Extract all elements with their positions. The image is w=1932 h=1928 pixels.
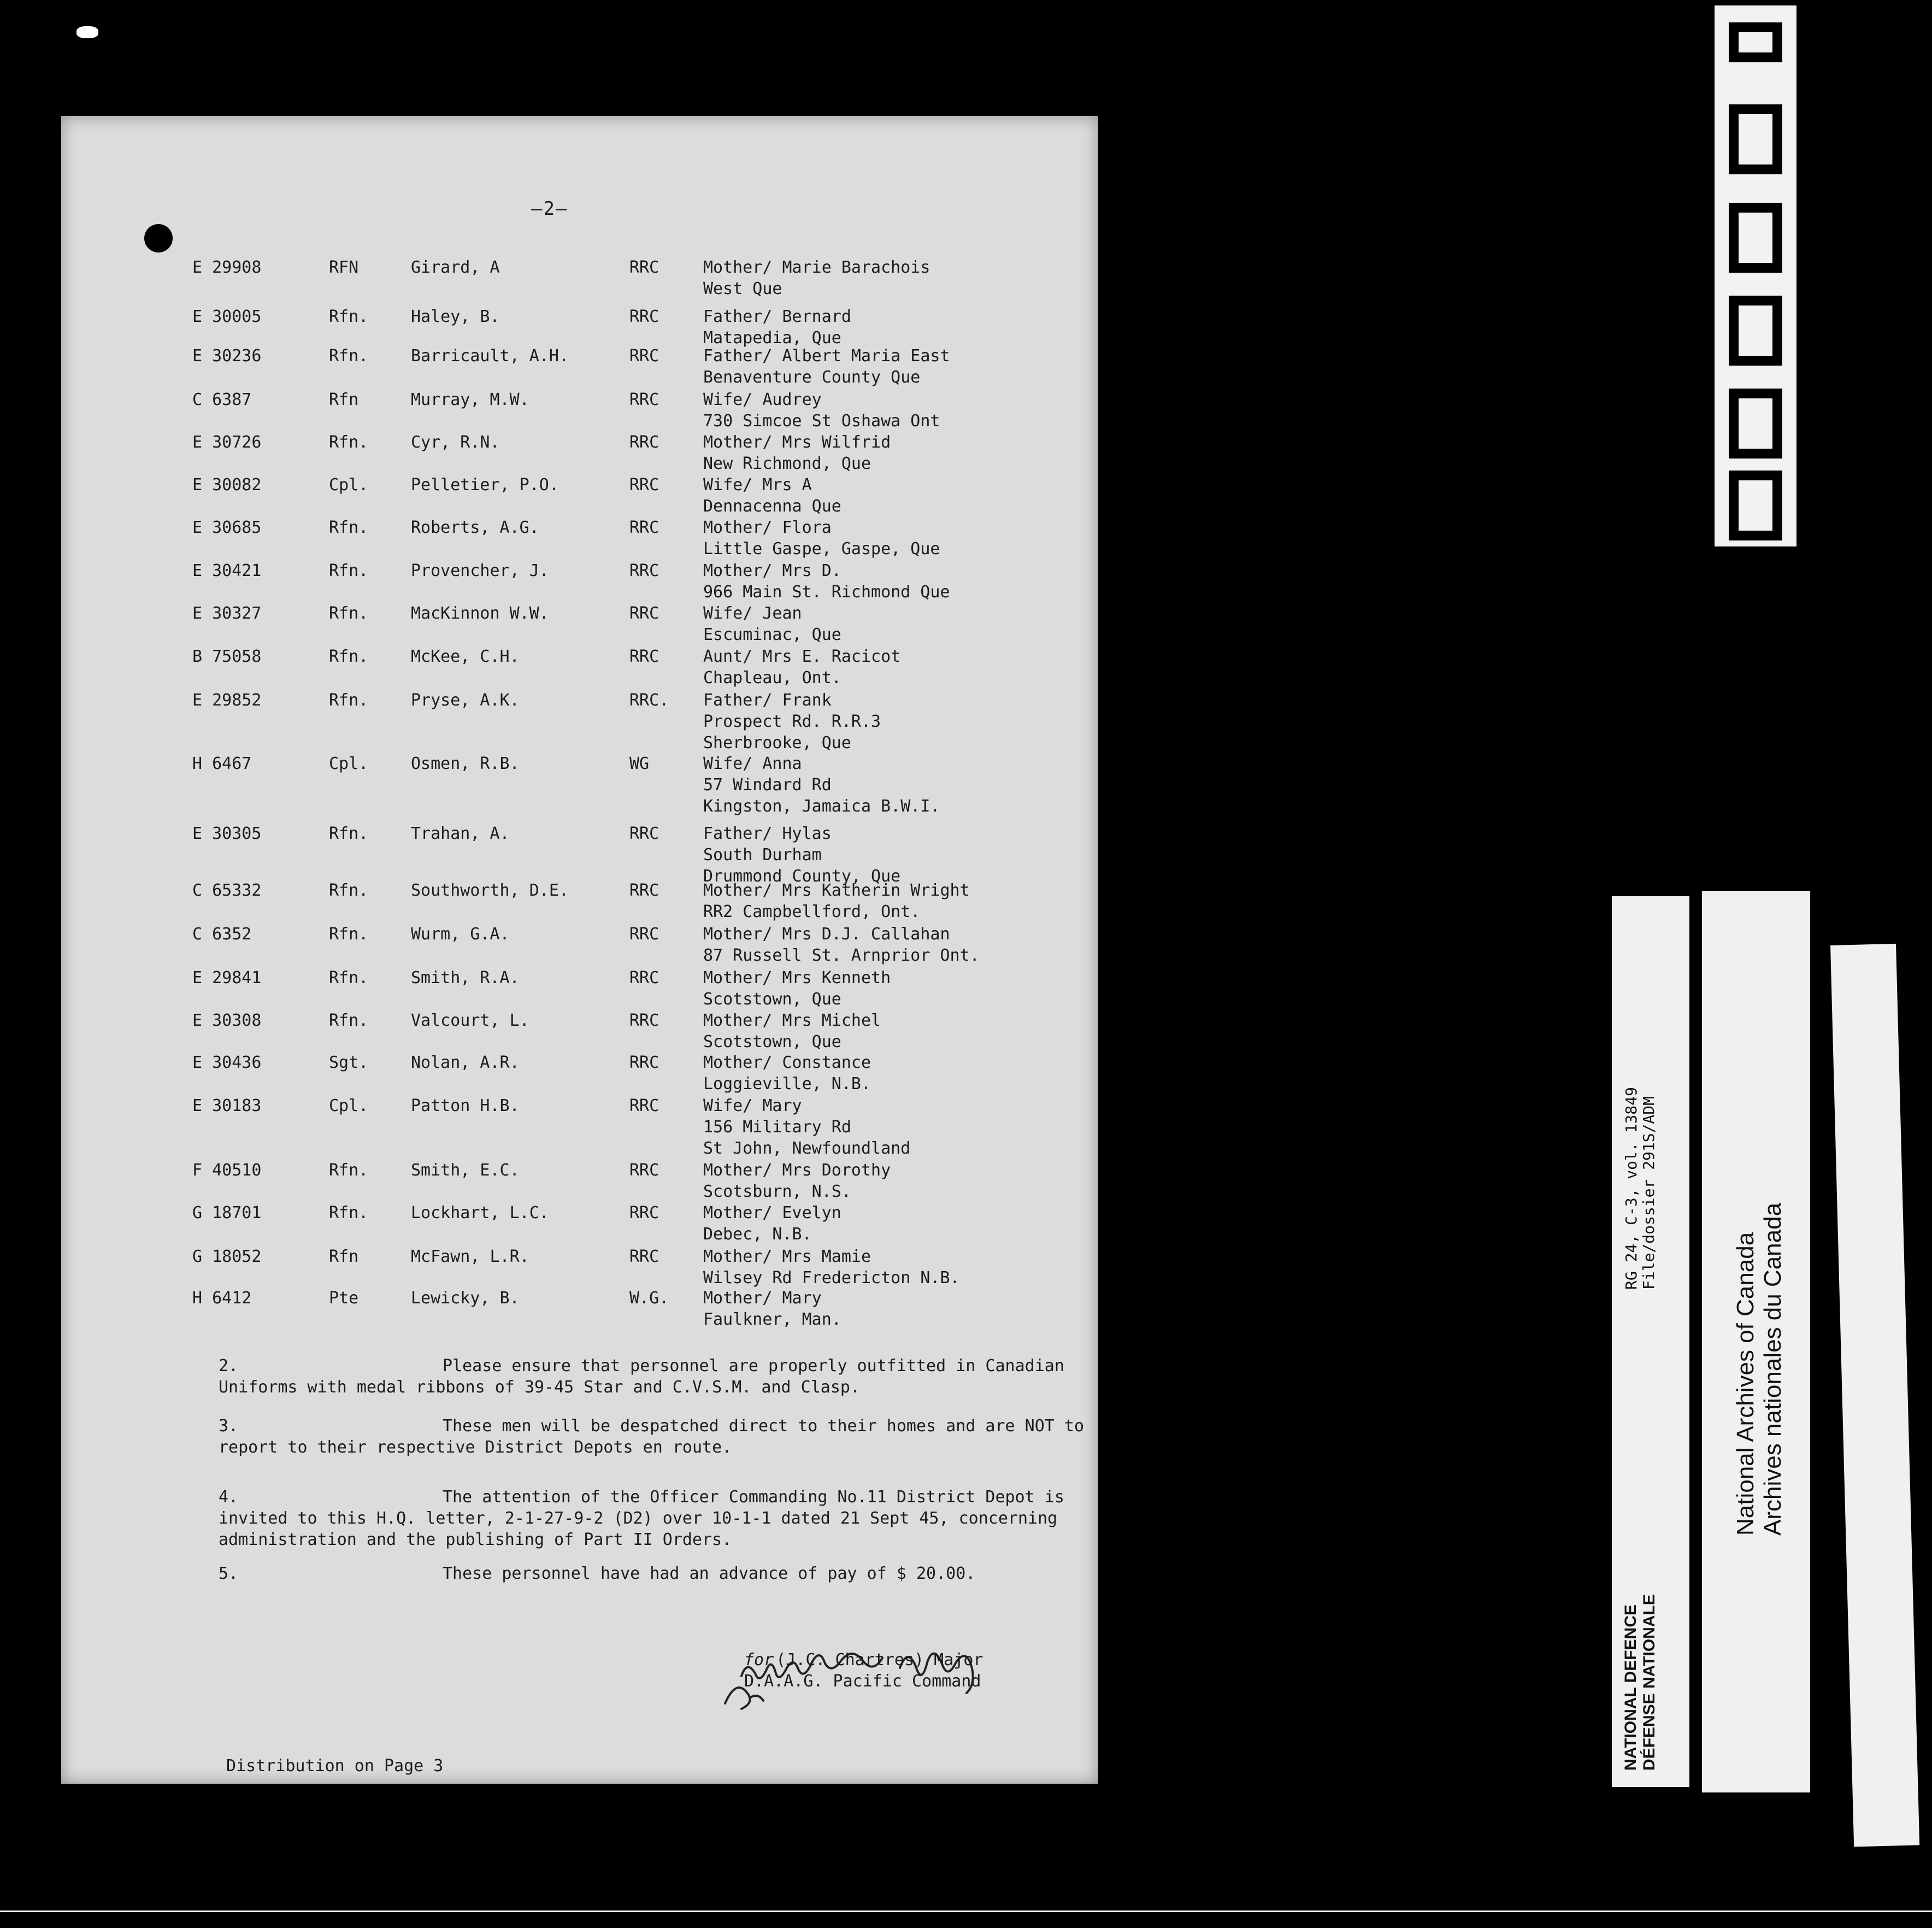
record-name: Roberts, A.G. — [411, 518, 539, 537]
record-number: E 30685 — [192, 518, 262, 537]
next-of-kin-line: Drummond County, Que — [703, 867, 901, 886]
record-name: Smith, R.A. — [411, 968, 520, 987]
department-fr: DÉFENSE NATIONALE — [1640, 1594, 1658, 1771]
next-of-kin-line: Father/ Bernard — [703, 307, 851, 326]
next-of-kin-line: Wife/ Anna — [703, 754, 802, 773]
record-next-of-kin — [703, 345, 950, 388]
record-rank: Rfn. — [329, 604, 369, 623]
record-name: Patton H.B. — [411, 1096, 520, 1115]
next-of-kin-line: Mother/ Mrs D.J. Callahan — [703, 925, 950, 944]
record-number: E 30005 — [192, 307, 262, 326]
next-of-kin-line: Father/ Hylas — [703, 824, 832, 843]
record-rank: Rfn. — [329, 433, 369, 452]
paragraph — [219, 1355, 1093, 1398]
paragraph-text: These personnel have had an advance of pay of $ 20.00. — [443, 1564, 976, 1583]
record-name: Lockhart, L.C. — [411, 1203, 549, 1222]
record-number: C 65332 — [192, 881, 262, 900]
paragraph-number: 4. — [219, 1488, 239, 1507]
next-of-kin-line: Mother/ Flora — [703, 518, 832, 537]
record-unit: RRC — [629, 604, 659, 623]
archives-en: National Archives of Canada — [1732, 1232, 1759, 1536]
frame-number-digits — [1715, 5, 1796, 546]
next-of-kin-line: Wife/ Audrey — [703, 390, 822, 409]
record-unit: RRC — [629, 1247, 659, 1266]
next-of-kin-line: Escuminac, Que — [703, 625, 841, 644]
record-name: Pelletier, P.O. — [411, 475, 559, 495]
next-of-kin-line: 57 Windard Rd — [703, 775, 832, 795]
next-of-kin-line: Mother/ Mrs Katherin Wright — [703, 881, 970, 900]
record-unit: RRC — [629, 307, 659, 326]
record-next-of-kin — [703, 753, 940, 817]
record-rank: Rfn. — [329, 968, 369, 987]
record-next-of-kin — [703, 924, 980, 966]
frame-number-strip — [1715, 5, 1796, 546]
record-name: Smith, E.C. — [411, 1161, 520, 1180]
record-next-of-kin — [703, 517, 940, 560]
next-of-kin-line: Mother/ Mrs Dorothy — [703, 1161, 891, 1180]
record-number: E 30305 — [192, 824, 262, 843]
record-number: E 29841 — [192, 968, 262, 987]
record-name: Nolan, A.R. — [411, 1053, 520, 1072]
record-unit: RRC — [629, 1053, 659, 1072]
record-rank: Rfn. — [329, 1161, 369, 1180]
record-next-of-kin — [703, 1010, 881, 1053]
paragraph-number: 3. — [219, 1416, 239, 1436]
next-of-kin-line: Faulkner, Man. — [703, 1310, 841, 1329]
record-rank: Pte — [329, 1289, 359, 1308]
record-unit: RRC — [629, 518, 659, 537]
record-next-of-kin — [703, 1160, 891, 1202]
record-next-of-kin — [703, 603, 841, 645]
record-unit: RRC — [629, 1011, 659, 1030]
next-of-kin-line: Wife/ Jean — [703, 604, 802, 623]
record-rank: Cpl. — [329, 475, 369, 495]
record-next-of-kin — [703, 823, 900, 887]
record-next-of-kin — [703, 389, 940, 432]
record-unit: WG — [629, 754, 650, 773]
paragraph-text: The attention of the Officer Commanding No.11 District Depot is invited to this H.Q. letter, 2-1-27-9-2 (D2) over 10-1-1 dated 21 Sept 45, concerning administration and the publishing of Part II Orders. — [219, 1488, 1074, 1549]
next-of-kin-line: Mother/ Mrs D. — [703, 561, 841, 580]
record-unit: RRC — [629, 968, 659, 987]
record-next-of-kin — [703, 474, 841, 517]
next-of-kin-line: Mother/ Mrs Mamie — [703, 1247, 871, 1266]
next-of-kin-line: St John, Newfoundland — [703, 1139, 911, 1158]
department-label — [1612, 896, 1689, 1787]
record-rank: Sgt. — [329, 1053, 369, 1072]
record-number: E 30421 — [192, 561, 262, 580]
record-unit: W.G. — [629, 1289, 669, 1308]
record-name: Cyr, R.N. — [411, 433, 500, 452]
film-speck — [76, 26, 98, 38]
record-unit: RRC — [629, 390, 659, 409]
next-of-kin-line: South Durham — [703, 845, 822, 865]
paragraph — [219, 1486, 1093, 1550]
record-next-of-kin — [703, 880, 970, 922]
archives-label — [1702, 891, 1810, 1792]
next-of-kin-line: Scotstown, Que — [703, 1032, 841, 1051]
record-next-of-kin — [703, 257, 930, 299]
record-next-of-kin — [703, 690, 881, 754]
next-of-kin-line: Matapedia, Que — [703, 328, 841, 348]
next-of-kin-line: Benaventure County Que — [703, 368, 921, 387]
record-name: MacKinnon W.W. — [411, 604, 549, 623]
next-of-kin-line: Mother/ Evelyn — [703, 1203, 841, 1222]
record-number: H 6412 — [192, 1289, 252, 1308]
record-number: E 29852 — [192, 691, 262, 710]
record-name: Osmen, R.B. — [411, 754, 520, 773]
distribution-note: Distribution on Page 3 — [226, 1756, 444, 1776]
next-of-kin-line: RR2 Campbellford, Ont. — [703, 902, 921, 921]
record-number: E 30183 — [192, 1096, 262, 1115]
record-number: E 30236 — [192, 346, 262, 366]
record-name: McKee, C.H. — [411, 647, 520, 666]
record-name: Southworth, D.E. — [411, 881, 569, 900]
document-page — [61, 116, 1098, 1784]
record-name: Wurm, G.A. — [411, 925, 510, 944]
record-unit: RRC — [629, 1203, 659, 1222]
record-rank: Rfn. — [329, 925, 369, 944]
next-of-kin-line: West Que — [703, 279, 782, 298]
record-next-of-kin — [703, 1288, 841, 1330]
record-next-of-kin — [703, 432, 891, 474]
record-next-of-kin — [703, 1246, 960, 1289]
record-number: C 6387 — [192, 390, 252, 409]
record-rank: Rfn — [329, 390, 359, 409]
archive-file: File/dossier 291S/ADM — [1640, 1096, 1658, 1290]
record-unit: RRC — [629, 433, 659, 452]
record-name: McFawn, L.R. — [411, 1247, 529, 1266]
record-unit: RRC — [629, 647, 659, 666]
next-of-kin-line: 156 Military Rd — [703, 1118, 851, 1137]
paragraph — [219, 1415, 1093, 1458]
next-of-kin-line: Scotstown, Que — [703, 990, 841, 1009]
record-rank: Rfn. — [329, 691, 369, 710]
next-of-kin-line: Aunt/ Mrs E. Racicot — [703, 647, 901, 666]
next-of-kin-line: Sherbrooke, Que — [703, 733, 851, 753]
archives-fr: Archives nationales du Canada — [1759, 1202, 1786, 1536]
record-number: E 30308 — [192, 1011, 262, 1030]
next-of-kin-line: Mother/ Mary — [703, 1289, 822, 1308]
record-number: E 30327 — [192, 604, 262, 623]
record-unit: RRC — [629, 925, 659, 944]
next-of-kin-line: Mother/ Mrs Kenneth — [703, 968, 891, 987]
next-of-kin-line: Chapleau, Ont. — [703, 668, 841, 687]
record-next-of-kin — [703, 1202, 841, 1245]
record-rank: Rfn. — [329, 346, 369, 366]
paragraph-text: These men will be despatched direct to their homes and are NOT to report to their respective District Depots en route. — [219, 1416, 1094, 1457]
record-next-of-kin — [703, 967, 891, 1010]
next-of-kin-line: Father/ Albert Maria East — [703, 346, 950, 366]
record-next-of-kin — [703, 306, 851, 349]
record-rank: Rfn. — [329, 561, 369, 580]
record-unit: RRC — [629, 475, 659, 495]
record-name: Valcourt, L. — [411, 1011, 529, 1030]
paragraph — [219, 1563, 1093, 1584]
record-unit: RRC — [629, 346, 659, 366]
next-of-kin-line: Prospect Rd. R.R.3 — [703, 712, 881, 731]
record-next-of-kin — [703, 1052, 871, 1095]
record-number: E 30726 — [192, 433, 262, 452]
paragraph-number: 2. — [219, 1356, 239, 1376]
record-number: G 18052 — [192, 1247, 262, 1266]
page-number: —2— — [531, 198, 568, 220]
department-en: NATIONAL DEFENCE — [1622, 1604, 1640, 1771]
signature-name: for (J.C. Chartres) Major — [744, 1650, 983, 1670]
punch-hole — [144, 224, 173, 252]
next-of-kin-line: Mother/ Constance — [703, 1053, 871, 1072]
next-of-kin-line: Debec, N.B. — [703, 1225, 812, 1244]
record-number: E 30082 — [192, 475, 262, 495]
record-unit: RRC — [629, 258, 659, 277]
next-of-kin-line: Mother/ Marie Barachois — [703, 258, 930, 277]
blank-label — [1830, 944, 1919, 1847]
record-unit: RRC — [629, 561, 659, 580]
record-name: Girard, A — [411, 258, 500, 277]
record-next-of-kin — [703, 646, 900, 689]
next-of-kin-line: 87 Russell St. Arnprior Ont. — [703, 946, 980, 965]
next-of-kin-line: Scotsburn, N.S. — [703, 1182, 851, 1201]
record-rank: Rfn. — [329, 518, 369, 537]
record-rank: Rfn. — [329, 647, 369, 666]
record-number: G 18701 — [192, 1203, 262, 1222]
record-name: Haley, B. — [411, 307, 500, 326]
record-name: Trahan, A. — [411, 824, 510, 843]
record-rank: Cpl. — [329, 754, 369, 773]
record-rank: Cpl. — [329, 1096, 369, 1115]
record-number: E 30436 — [192, 1053, 262, 1072]
signature-title: D.A.A.G. Pacific Command — [744, 1672, 981, 1691]
record-rank: Rfn — [329, 1247, 359, 1266]
next-of-kin-line: New Richmond, Que — [703, 454, 871, 473]
record-number: H 6467 — [192, 754, 252, 773]
record-number: F 40510 — [192, 1161, 262, 1180]
record-unit: RRC. — [629, 691, 669, 710]
film-edge-line — [0, 1911, 1932, 1912]
next-of-kin-line: Wife/ Mrs A — [703, 475, 812, 495]
record-name: Barricault, A.H. — [411, 346, 569, 366]
record-unit: RRC — [629, 1096, 659, 1115]
record-rank: Rfn. — [329, 307, 369, 326]
record-rank: Rfn. — [329, 824, 369, 843]
signature-block — [744, 1649, 983, 1692]
record-rank: Rfn. — [329, 1203, 369, 1222]
next-of-kin-line: Father/ Frank — [703, 691, 832, 710]
record-number: E 29908 — [192, 258, 262, 277]
record-next-of-kin — [703, 1095, 910, 1159]
next-of-kin-line: Loggieville, N.B. — [703, 1074, 871, 1094]
record-rank: Rfn. — [329, 881, 369, 900]
next-of-kin-line: Little Gaspe, Gaspe, Que — [703, 539, 940, 559]
record-name: Murray, M.W. — [411, 390, 529, 409]
paragraph-text: Please ensure that personnel are properly outfitted in Canadian Uniforms with medal ribbons of 39-45 Star and C.V.S.M. and Clasp. — [219, 1356, 1074, 1397]
archive-reference: RG 24, C-3, vol. 13849 — [1622, 1087, 1640, 1290]
next-of-kin-line: Kingston, Jamaica B.W.I. — [703, 797, 940, 816]
next-of-kin-line: Mother/ Mrs Michel — [703, 1011, 881, 1030]
record-name: Pryse, A.K. — [411, 691, 520, 710]
record-next-of-kin — [703, 560, 950, 603]
record-number: C 6352 — [192, 925, 252, 944]
next-of-kin-line: Wife/ Mary — [703, 1096, 802, 1115]
record-rank: Rfn. — [329, 1011, 369, 1030]
record-unit: RRC — [629, 1161, 659, 1180]
record-number: B 75058 — [192, 647, 262, 666]
next-of-kin-line: Wilsey Rd Fredericton N.B. — [703, 1268, 960, 1288]
paragraph-number: 5. — [219, 1564, 239, 1583]
record-rank: RFN — [329, 258, 359, 277]
record-unit: RRC — [629, 824, 659, 843]
record-unit: RRC — [629, 881, 659, 900]
record-name: Provencher, J. — [411, 561, 549, 580]
next-of-kin-line: 730 Simcoe St Oshawa Ont — [703, 412, 940, 431]
next-of-kin-line: Mother/ Mrs Wilfrid — [703, 433, 891, 452]
record-name: Lewicky, B. — [411, 1289, 520, 1308]
next-of-kin-line: Dennacenna Que — [703, 497, 841, 516]
frame-number — [1715, 16, 1796, 17]
next-of-kin-line: 966 Main St. Richmond Que — [703, 583, 950, 602]
